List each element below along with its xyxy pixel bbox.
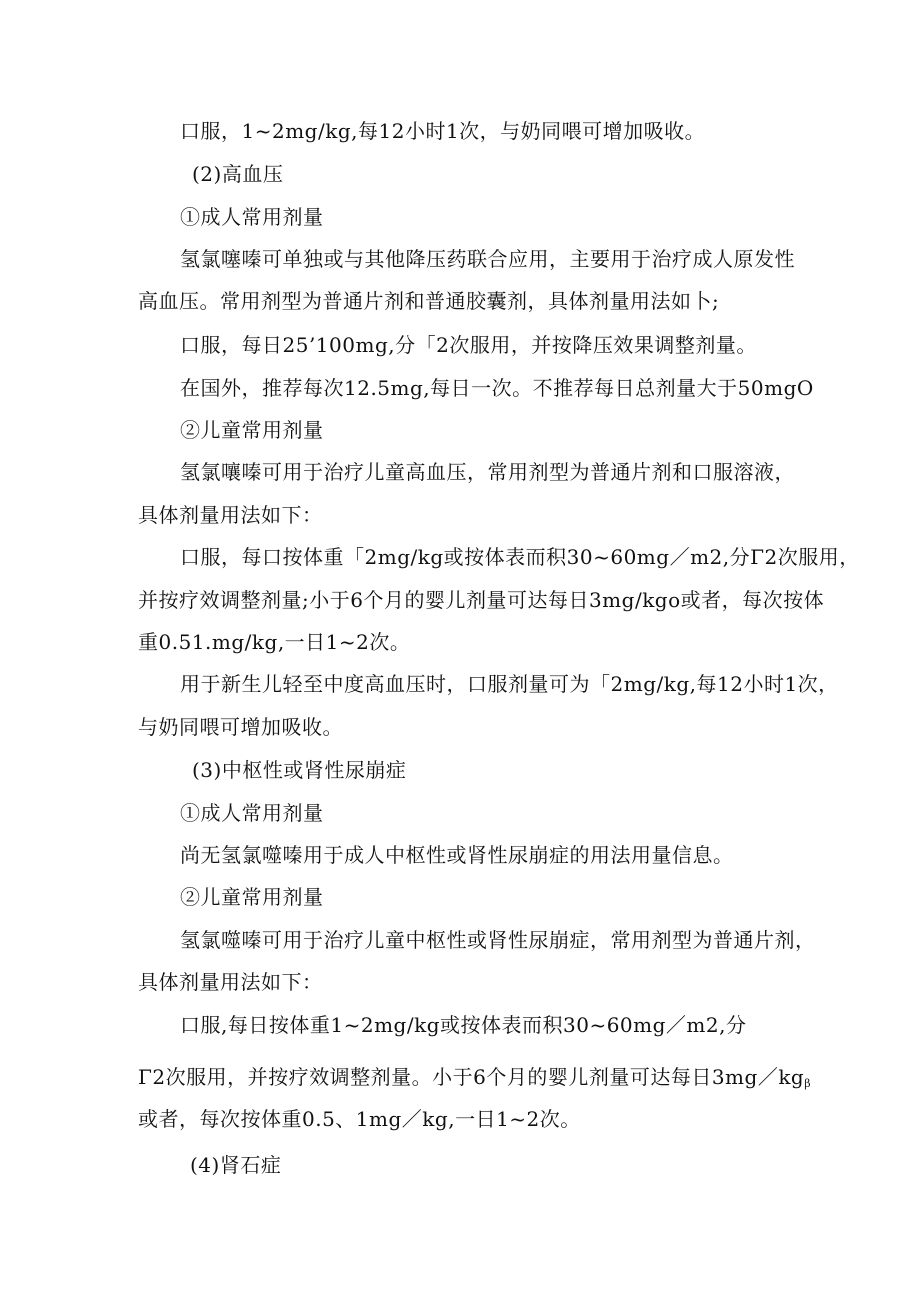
paragraph-line: 与奶同喂可增加吸收。 xyxy=(138,715,343,739)
subheading-child-dose: ②儿童常用剂量 xyxy=(180,885,324,909)
paragraph-line: 氢氯噻嗪可单独或与其他降压药联合应用，主要用于治疗成人原发性 xyxy=(180,247,795,271)
subheading-child-dose: ②儿童常用剂量 xyxy=(180,418,324,442)
subheading-adult-dose: ①成人常用剂量 xyxy=(180,801,324,825)
paragraph-line: 氢氯噬嗪可用于治疗儿童中枢性或肾性尿崩症，常用剂型为普通片剂， xyxy=(180,928,816,952)
paragraph-line: 用于新生儿轻至中度高血压时，口服剂量可为「2mg/kg,每12小时1次， xyxy=(180,672,839,696)
section-heading-nephrolithiasis: (4)肾石症 xyxy=(190,1153,282,1177)
paragraph-line: 口服，每口按体重「2mg/kg或按体表而积30~60mg／m2,分Γ2次服用， xyxy=(180,545,860,569)
subheading-adult-dose: ①成人常用剂量 xyxy=(180,205,324,229)
paragraph-line: 在国外，推荐每次12.5mg,每日一次。不推荐每日总剂量大于50mgO xyxy=(180,376,814,400)
subscript-mark: β xyxy=(804,1077,812,1090)
paragraph-line: 具体剂量用法如下： xyxy=(138,503,323,527)
line-text: Γ2次服用，并按疗效调整剂量。小于6个月的婴儿剂量可达每日3mg／kg xyxy=(138,1065,805,1089)
section-heading-diabetes-insipidus: (3)中枢性或肾性尿崩症 xyxy=(192,758,407,782)
paragraph-line: 重0.51.mg/kg,一日1~2次。 xyxy=(138,630,411,654)
paragraph-line: 氢氯嚷嗪可用于治疗儿童高血压，常用剂型为普通片剂和口服溶液， xyxy=(180,460,795,484)
paragraph-line: 口服，每日25’100mg,分「2次服用，并按降压效果调整剂量。 xyxy=(180,333,757,357)
paragraph-line: 口服,每日按体重1~2mg/kg或按体表而积30~60mg／m2,分 xyxy=(180,1013,747,1037)
paragraph-line: 并按疗效调整剂量;小于6个月的婴儿剂量可达每日3mg/kgo或者，每次按体 xyxy=(138,588,825,612)
section-heading-hypertension: (2)高血压 xyxy=(192,162,284,186)
paragraph-line: 尚无氢氯噬嗪用于成人中枢性或肾性尿崩症的用法用量信息。 xyxy=(180,843,734,867)
paragraph-line: 或者，每次按体重0.5、1mg／kg,一日1~2次。 xyxy=(138,1107,581,1131)
paragraph-line: 高血压。常用剂型为普通片剂和普通胶囊剂，具体剂量用法如卜; xyxy=(138,289,720,313)
paragraph-line: 具体剂量用法如下： xyxy=(138,970,323,994)
paragraph-line: 口服，1~2mg/kg,每12小时1次，与奶同喂可增加吸收。 xyxy=(180,119,706,143)
paragraph-line xyxy=(138,1064,812,1097)
